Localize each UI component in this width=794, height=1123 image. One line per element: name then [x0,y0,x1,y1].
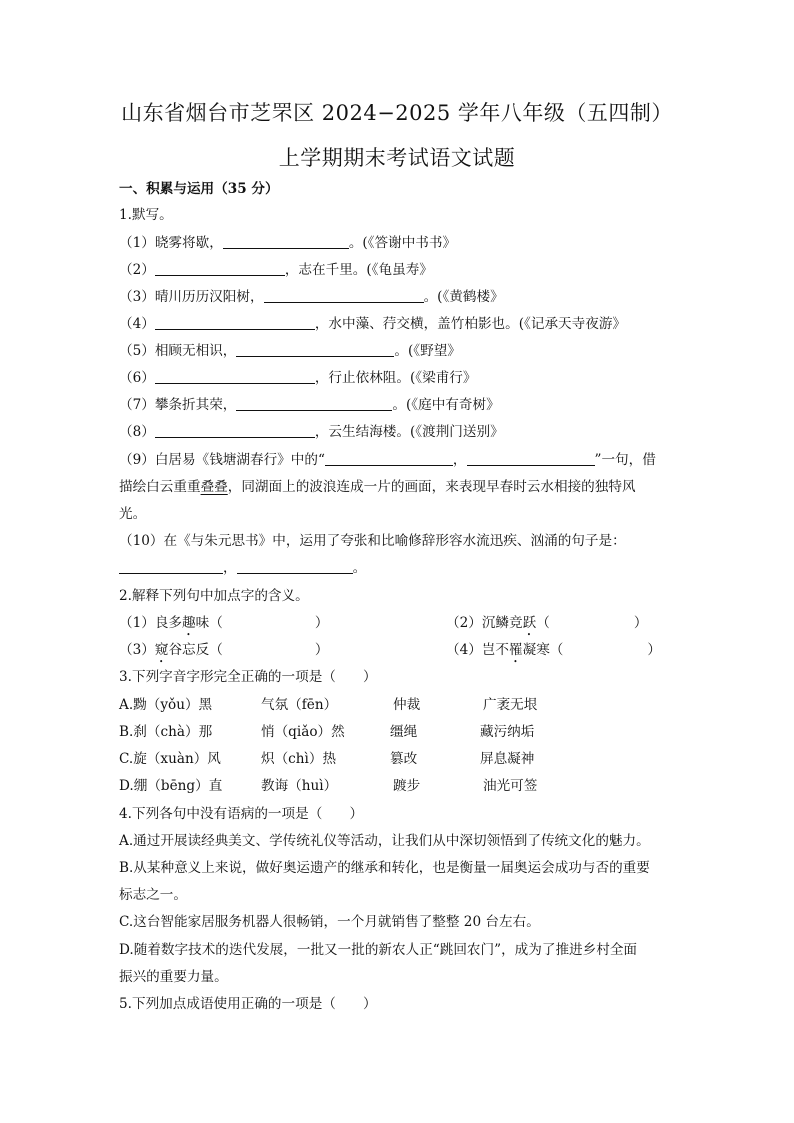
q2-item-3-a: （3） [119,642,155,658]
answer-blank[interactable] [155,262,285,276]
answer-blank[interactable] [155,424,315,438]
q1-item-6-pre: （6） [119,370,155,386]
q1-item-1-pre: （1）晓雾将歇， [119,235,223,251]
q1-item-9-line2-b: ，同湖面上的波浪连成一片的画面，来表现早春时云水相接的独特风 [227,479,636,495]
q1-item-1-post: 。(《答谢中书书》 [348,235,457,251]
q4-option-d-cont: 振兴的重要力量。 [119,969,228,985]
q3-option-a-1[interactable]: A.黝（yǒu）黑 [119,697,213,713]
q2-item-1-b: 味（ [195,615,223,631]
q1-item-5-post: 。(《野望》 [394,343,461,359]
q1-item-4-pre: （4） [119,316,155,332]
q2-item-4-a: （4）岂不 [446,642,510,658]
exam-title-line1: 山东省烟台市芝罘区 2024−2025 学年八年级（五四制） [121,101,673,125]
q3-option-c-2: 炽（chì）热 [261,751,337,767]
dotted-char: 窥 [154,642,169,658]
q1-item-8-pre: （8） [119,424,155,440]
q1-item-7 [119,396,500,414]
q1-item-9-a: （9）白居易《钱塘湖春行》中的“ [119,452,325,468]
q4-option-d[interactable]: D.随着数字技术的迭代发展，一批又一批的新农人正“跳回农门”，成为了推进乡村全面 [119,942,638,958]
q1-item-3 [119,288,504,306]
answer-blank[interactable] [236,343,394,357]
q1-item-9 [119,451,656,469]
q1-item-8 [119,423,504,441]
q3-option-d-2: 教诲（huì） [261,778,338,794]
q1-item-4-post: ，水中藻、荇交横，盖竹柏影也。(《记承天寺夜游》 [314,316,627,332]
q2-item-4 [446,641,661,666]
q3-option-d-4: 油光可签 [483,778,538,794]
q3-option-b-1[interactable]: B.刹（chà）那 [119,724,213,740]
q3-option-b-4: 藏污纳垢 [480,724,535,740]
answer-blank[interactable] [467,452,595,466]
q1-item-7-pre: （7）攀条折其荣， [119,397,237,413]
q2-item-3-b: 谷忘反（ [168,642,223,658]
question-4-stem: 4.下列各句中没有语病的一项是（ ） [119,806,364,822]
q2-item-3 [119,641,328,666]
q1-item-3-pre: （3）晴川历历汉阳树， [119,289,264,305]
q1-item-8-post: ，云生结海楼。(《渡荆门送别》 [314,424,504,440]
q2-item-4-c: ） [647,642,661,658]
q3-option-c-3: 篡改 [390,751,418,767]
q1-item-6 [119,369,476,387]
q3-option-d-1[interactable]: D.绷（bēng）直 [119,778,223,794]
q3-option-b-2: 悄（qiǎo）然 [261,724,345,740]
q3-option-a-3: 仲裁 [393,697,421,713]
question-2-stem: 2.解释下列句中加点字的含义。 [119,588,309,604]
q3-option-c-1[interactable]: C.旋（xuàn）风 [119,751,221,767]
q2-item-4-b: 凝寒（ [522,642,564,658]
q4-option-c[interactable]: C.这台智能家居服务机器人很畅销，一个月就销售了整整 20 台左右。 [119,914,540,930]
q4-option-b[interactable]: B.从某种意义上来说，做好奥运遗产的继承和转化，也是衡量一届奥运会成功与否的重要 [119,860,650,876]
answer-blank[interactable] [155,370,315,384]
q1-item-4 [119,315,626,333]
answer-blank[interactable] [236,397,392,411]
q2-item-1-a: （1）良多 [119,615,183,631]
q1-item-1 [119,234,456,252]
q2-item-3-c: ） [314,642,329,658]
q1-item-9-line2 [119,478,636,496]
dotted-char: 跃 [522,615,537,631]
q4-option-a[interactable]: A.通过开展读经典美文、学传统礼仪等活动，让我们从中深切领悟到了传统文化的魅力。 [119,833,650,849]
q1-item-10: （10）在《与朱元思书》中，运用了夸张和比喻修辞形容水流迅疾、汹涌的句子是： [119,533,626,549]
answer-blank[interactable] [237,560,353,574]
q3-option-c-4: 屏息凝神 [480,751,535,767]
underlined-word: 叠叠 [200,479,228,495]
q3-option-a-2: 气氛（fēn） [261,697,338,713]
q1-item-10-mid: ， [223,560,237,576]
answer-blank[interactable] [223,235,349,249]
exam-title-line2: 上学期期末考试语文试题 [278,146,516,170]
q1-item-9-b: ， [452,452,467,468]
q2-item-1 [119,614,328,639]
q1-item-9-line2-a: 描绘白云重重 [119,479,201,495]
question-1-stem: 1.默写。 [119,207,173,223]
q2-item-2 [446,614,647,639]
q1-item-9-line3: 光。 [119,506,147,522]
q1-item-6-post: ，行止依林阻。(《梁甫行》 [314,370,477,386]
q1-item-10-blanks [119,559,366,577]
answer-blank[interactable] [264,289,424,303]
q1-item-2 [119,261,433,279]
q3-option-d-3: 踱步 [393,778,421,794]
q1-item-9-c: ”一句，借 [594,452,656,468]
question-5-stem: 5.下列加点成语使用正确的一项是（ ） [119,996,377,1012]
q1-item-5 [119,342,461,360]
answer-blank[interactable] [155,316,315,330]
q3-option-b-3: 缰绳 [390,724,418,740]
q1-item-3-post: 。(《黄鹤楼》 [423,289,504,305]
q1-item-2-pre: （2） [119,262,155,278]
answer-blank[interactable] [119,560,223,574]
dotted-char: 趣 [182,615,196,631]
q4-option-b-cont: 标志之一。 [119,887,187,903]
q2-item-2-c: ） [633,615,648,631]
q1-item-2-post: ，志在千里。(《龟虽寿》 [284,262,433,278]
q1-item-5-pre: （5）相顾无相识， [119,343,237,359]
question-3-stem: 3.下列字音字形完全正确的一项是（ ） [119,669,377,685]
answer-blank[interactable] [325,452,453,466]
q2-item-2-a: （2）沉鳞竞 [446,615,523,631]
q1-item-10-end: 。 [352,560,367,576]
q3-option-a-4: 广袤无垠 [483,697,538,713]
q1-item-7-post: 。(《庭中有奇树》 [392,397,500,413]
q2-item-2-b: （ [536,615,550,631]
q2-item-1-c: ） [314,615,329,631]
section-heading: 一、积累与运用（35 分） [119,181,279,197]
dotted-char: 罹 [509,642,523,658]
